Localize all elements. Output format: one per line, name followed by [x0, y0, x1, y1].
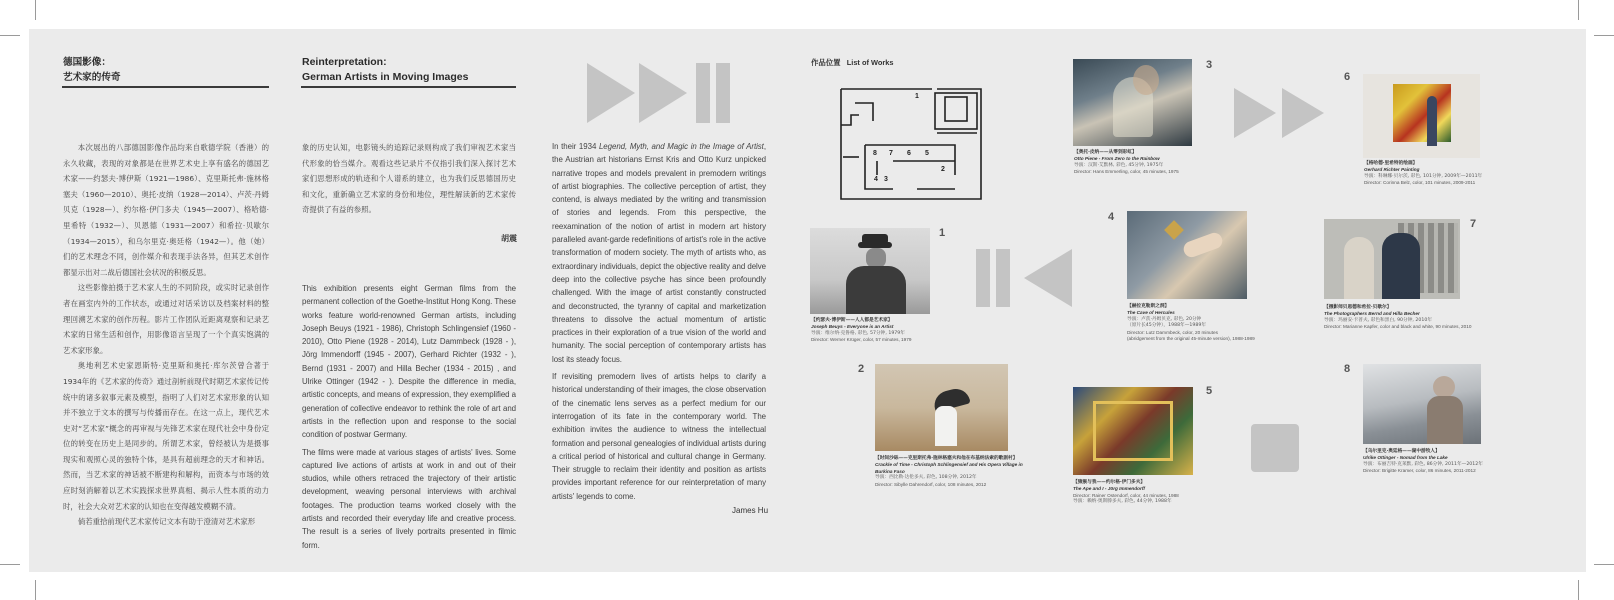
intro-cn-paragraph: 本次展出的八部德国影像作品均来自歌德学院（香港）的永久收藏，表现的对象都是在世界艺术史上享有盛名的德国艺术家——约瑟夫·博伊斯（1921—1986）、克里斯托弗·施林格塞夫（1960—2010）、奥托·皮纳（1928—2014）、卢茨·丹姆贝克（1928—）、约尔格·伊门多夫（1945—2007）、格哈德·里希特（1932—）、贝恩德（1931—2007）和希拉·贝歇尔（1934—2015），和乌尔里克·奥廷格（1942—）。他（她）们的艺术理念不同，创作媒介和表现手法各异，但其艺术创作都显示出对二战后德国社会状况的积极反思。	[63, 143, 269, 277]
work-title-cn: 【格哈德·里希特的绘画】	[1364, 161, 1418, 166]
work-title-en: The Ape and I - Jörg Immendorff	[1073, 486, 1145, 492]
work-title-en: Joseph Beuys - Everyone is an Artist	[811, 324, 894, 330]
film-still-nomad-from-the-lake	[1363, 364, 1481, 444]
work-detail-en: Director: Marianne Kapfer, color and black and white, 90 minutes, 2010	[1324, 324, 1472, 330]
work-detail-cn: 导演：赖纳·奥斯滕多夫, 彩色, 44分钟, 1988年	[1073, 499, 1172, 505]
plan-number: 4	[874, 176, 878, 183]
intro-en-paragraph: The films were made at various stages of artists' lives. Some captured live actions of artists at work in and out of their studios, while others retraced the trajectory of their artistic development, weaving personal interviews with archival footages. The production teams worked closely with the artists and recorded their everyday life and creative process. The result is a series of lively portraits presented in filmic form.	[302, 447, 516, 550]
crop-mark	[1578, 0, 1579, 20]
plan-number: 8	[873, 150, 877, 157]
work-title-cn: 【奥托·皮纳——从零到彩虹】	[1074, 150, 1137, 155]
plan-number: 6	[907, 150, 911, 157]
intro-cn-paragraph: 倘若重拾前现代艺术家传记文本有助于澄清对艺术家形	[77, 517, 256, 527]
essay-en-paragraph: If revisiting premodern lives of artists helps to clarify a historical understanding of their images, the close observation of the cinematic lens serves as a perfect medium for our interrogation of its fate in the contemporary world. The exhibition invites the audience to witness the intellectual formation and personal genealogies of individual artists during a critical period of historical and cultural change in Germany. Their struggle to reclaim their identity and position as artists provides important reference for our reinterpretation of many artists' legends to come.	[552, 372, 766, 501]
heading-cn-line-1: 德国影像：	[63, 57, 111, 68]
film-still-crackle-of-time	[875, 364, 1008, 451]
work-caption	[1073, 480, 1233, 506]
heading-en-line-2: German Artists in Moving Images	[302, 71, 469, 83]
intro-cn-continued-text: 象的历史认知，电影镜头的追踪记录则构成了我们审视艺术家当代形象的恰当媒介。观看这些记录片不仅指引我们深入探讨艺术家们思想形成的轨迹和个人谱系的建立，也为我们反思德国历史和文化，重新确立艺术家的身份和地位，理性解读新的艺术家传奇提供了有益的参照。	[302, 143, 516, 215]
work-detail-cn-2: （原片长45分钟），1988年—1989年	[1127, 323, 1207, 329]
work-title-en: Ulrike Ottinger - Nomad from the Lake	[1363, 455, 1448, 461]
work-caption	[875, 456, 1055, 488]
plan-number: 3	[884, 176, 888, 183]
plan-number: 1	[915, 93, 919, 100]
heading-en	[302, 55, 522, 85]
crop-mark	[1594, 35, 1614, 36]
work-title-cn: 【约瑟夫·博伊斯——人人都是艺术家】	[811, 318, 893, 323]
crop-mark	[35, 580, 36, 600]
plan-number: 2	[941, 166, 945, 173]
work-caption	[1364, 161, 1524, 187]
intro-cn-paragraph: 奥地利艺术史家恩斯特·克里斯和奥托·库尔茨曾合著于1934年的《艺术家的传奇》通过剖析前现代时期艺术家传记传统中的诸多叙事元素及模型，指明了人们对艺术家形象的认知并不独立于文本的撰写与传播而存在。在这一点上，现代艺术史对“艺术家”概念的再审视与先锋艺术家在现代社会中身份定位的转变在历史上是同步的。所谓艺术家，曾经被认为是摄事现实和观照心灵的独特个体，是具有超前理念的天才和神话。然而，当艺术家的神话被不断建构和解构，而资本与市场的效应时刻消解着以艺术实践探求世界真相、揭示人性本质的动力时，社会大众对艺术家的认知也在变得越发模糊不清。	[63, 361, 269, 511]
work-number: 1	[939, 227, 946, 239]
work-title-en: The Photographers Bernd and Hilla Becher	[1324, 311, 1420, 317]
essay-en-rest: , the Austrian art historians Ernst Kris and Otto Kurz unpicked narrative tropes and models prevalent in premodern writings of artist biographies. The collective perception of artist, they contend, is always mediated by the writing and transmission of stories and legends. From this perspective, the reexamination of the notion of artist in modern art history paralleled avant-garde redefinitions of artist's role in the active transformation of modern society. The myth of artists who, as extraordinary individuals, depict the objective reality and delve deep into the collective psyche has since been profoundly challenged. With the image of artist constantly constructed and deconstructed, the tyranny of capital and marketization threatens to dissolve the actual momentum of artistic practices in their exploration of a true vision of the world and humanity. The social perception of contemporary artists has lost its steady focus.	[552, 142, 766, 364]
signature-cn: 胡震	[501, 234, 517, 243]
plan-number: 5	[925, 150, 929, 157]
heading-cn-line-2: 艺术家的传奇	[63, 72, 121, 83]
film-still-bernd-hilla-becher	[1324, 219, 1460, 299]
film-still-joseph-beuys	[810, 228, 930, 314]
brochure-sheet	[29, 29, 1586, 572]
work-detail-en: Director: Sibylle Dahrendorf, color, 108 minutes, 2012	[875, 481, 987, 487]
work-detail-cn: 导演：布丽吉特·克莱默, 彩色, 86分钟, 2011年—2012年	[1363, 461, 1483, 467]
work-caption	[1324, 305, 1514, 331]
work-detail-en: Director: Lutz Dammbeck, color, 20 minutes	[1127, 329, 1218, 335]
work-number: 5	[1206, 385, 1213, 397]
plan-number: 7	[889, 150, 893, 157]
work-detail-en: Director: Corinna Belz, color, 101 minutes, 2009-2011	[1364, 180, 1476, 186]
work-detail-en-2: (abridgement from the original 45-minute version), 1988-1989	[1127, 336, 1255, 342]
heading-rule	[62, 86, 269, 88]
intro-cn	[63, 140, 269, 530]
heading-cn	[63, 55, 273, 85]
work-detail-cn: 导演：卢茨·丹姆贝克, 彩色, 20分钟	[1127, 316, 1202, 322]
work-detail-cn: 导演：汉斯·艾默林, 彩色, 45分钟, 1975年	[1074, 162, 1164, 168]
work-detail-en: Director: Hans Emmerling, color, 45 minutes, 1975	[1074, 169, 1179, 175]
book-title: Legend, Myth, and Magic in the Image of Artist	[598, 142, 764, 151]
fast-forward-icon	[1232, 86, 1328, 140]
work-number: 8	[1344, 363, 1351, 375]
work-caption	[1127, 304, 1297, 342]
work-number: 4	[1108, 211, 1115, 223]
work-title-cn: 【赫拉克勒斯之洞】	[1127, 304, 1170, 309]
list-of-works-title-cn: 作品位置	[811, 58, 841, 67]
work-detail-en: Director: Werner Krüger, color, 57 minutes, 1979	[811, 337, 912, 343]
work-number: 2	[858, 363, 865, 375]
work-caption	[1074, 150, 1224, 176]
heading-rule	[301, 86, 516, 88]
stop-icon	[1251, 424, 1299, 472]
film-still-gerhard-richter	[1363, 74, 1480, 158]
crop-mark	[1594, 564, 1614, 565]
work-title-cn: 【猿猴与我——约尔格·伊门多夫】	[1073, 480, 1146, 485]
film-still-cave-of-hercules	[1127, 211, 1247, 299]
work-title-en: The Cave of Hercules	[1127, 310, 1175, 316]
work-detail-en: Director: Rainer Ostendorf, color, 44 minutes, 1988	[1073, 492, 1179, 498]
essay-en-prefix: In their 1934	[552, 142, 599, 151]
work-title-en: Gerhard Richter Painting	[1364, 167, 1420, 173]
heading-en-line-1: Reinterpretation:	[302, 56, 387, 68]
work-detail-cn: 导演：科琳娜·贝尔茨, 彩色, 101分钟, 2009年—2011年	[1364, 173, 1483, 179]
essay-en-paragraph	[552, 140, 766, 366]
crop-mark	[1578, 580, 1579, 600]
intro-cn-continued	[302, 140, 516, 218]
work-caption	[811, 318, 961, 344]
work-title-cn: 【时间沙砾——克里斯托弗·施林格塞夫和他在布基纳法索的歌剧村】	[875, 456, 1018, 461]
work-detail-en: Director: Brigitte Kramer, color, 86 minutes, 2011-2012	[1363, 468, 1476, 474]
fast-forward-pause-icon	[585, 61, 740, 125]
work-title-cn: 【乌尔里克·奥廷格——湖中游牧人】	[1363, 449, 1440, 454]
floor-plan-diagram	[837, 85, 985, 203]
crop-mark	[0, 564, 20, 565]
list-of-works-title-en: List of Works	[846, 58, 894, 67]
essay-en	[552, 140, 766, 507]
work-number: 6	[1344, 71, 1351, 83]
signature-en: James Hu	[732, 506, 769, 515]
work-title-en: Crackle of Time - Christoph Schlingensief and His Opera Village in Burkina Faso	[875, 462, 1023, 474]
film-still-otto-piene	[1073, 59, 1192, 146]
work-caption	[1363, 449, 1533, 475]
work-number: 7	[1470, 218, 1477, 230]
work-title-en: Otto Piene - From Zero to the Rainbow	[1074, 156, 1160, 162]
intro-en-paragraph: This exhibition presents eight German films from the permanent collection of the Goethe-Institut Hong Kong. These works feature world-renowned German artists, including Joseph Beuys (1921 - 1986), Christoph Schlingensief (1960 - 2010), Otto Piene (1928 - 2014), Lutz Dammbeck (1928 - ), Jörg Immendorff (1945 - 2007), Gerhard Richter (1932 - ), Bernd (1931 - 2007) and Hilla Becher (1934 - 2015) , and Ulrike Ottinger (1942 - ). Despite the difference in media, artistic concepts, and means of expression, they exemplified a generation of collective endeavor to rethink the role of art and artists in the reflection upon and response to the social condition of postwar Germany.	[302, 284, 517, 440]
work-number: 3	[1206, 59, 1213, 71]
intro-en	[302, 282, 516, 556]
intro-cn-paragraph: 这些影像拍摄于艺术家人生的不同阶段，或实时记录创作者在画室内外的工作状态，或通过对话采访以及档案材料的整理回溯艺术家的创作历程。影片工作团队近距离观察和记录艺术家的日常生活和创作，用影像语言呈现了一个个真实饱满的艺术家形象。	[63, 283, 269, 355]
film-still-ape-and-i	[1073, 387, 1193, 475]
work-detail-cn: 导演：维尔纳·克鲁格, 彩色, 57分钟, 1979年	[811, 330, 905, 336]
work-detail-cn: 导演：玛丽安·卡普夫, 彩色和黑白, 90分钟, 2010年	[1324, 317, 1433, 323]
work-title-cn: 【摄影师贝恩德和希拉·贝歇尔】	[1324, 305, 1392, 310]
work-detail-cn: 导演：西比勒·达伦多夫, 彩色, 108分钟, 2012年	[875, 475, 977, 481]
pause-rewind-icon	[974, 247, 1074, 309]
crop-mark	[35, 0, 36, 20]
crop-mark	[0, 35, 20, 36]
list-of-works-title	[811, 57, 893, 68]
